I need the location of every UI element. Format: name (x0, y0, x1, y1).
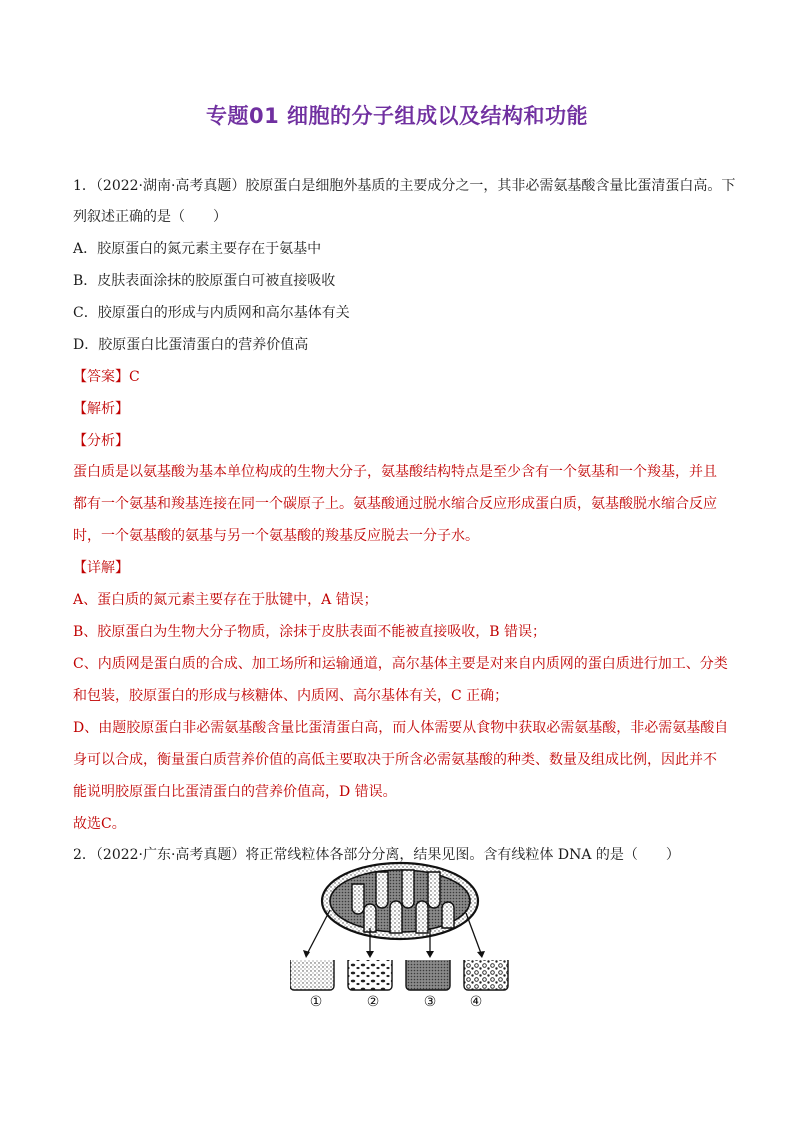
q1-detail-line6: 身可以合成，衡量蛋白质营养价值的高低主要取决于所含必需氨基酸的种类、数量及组成比例，因此并不 (73, 752, 717, 768)
mitochondrion (322, 863, 478, 939)
mitochondria-figure (290, 858, 510, 1008)
q1-answer: 【答案】C (73, 369, 140, 385)
q1-fenxi-line2: 都有一个氨基和羧基连接在同一个碳原子上。氨基酸通过脱水缩合反应形成蛋白质，氨基酸脱水缩合反应 (73, 496, 717, 512)
label-3: ③ (423, 994, 437, 1008)
beaker-4 (464, 960, 508, 990)
q1-fenxi-line1: 蛋白质是以氨基酸为基本单位构成的生物大分子，氨基酸结构特点是至少含有一个氨基和一个羧基，并且 (73, 464, 717, 480)
q1-detail-line5: D、由题胶原蛋白非必需氨基酸含量比蛋清蛋白高，而人体需要从食物中获取必需氨基酸，非必需氨基酸自 (73, 720, 729, 736)
q1-option-d: D．胶原蛋白比蛋清蛋白的营养价值高 (73, 337, 309, 353)
q2-stem: 2．（2022·广东·高考真题）将正常线粒体各部分分离，结果见图。含有线粒体 DNA 的是（ ） (73, 847, 680, 863)
beaker-3 (406, 960, 450, 990)
q1-stem-line1: 1．（2022·湖南·高考真题）胶原蛋白是细胞外基质的主要成分之一，其非必需氨基酸含量比蛋清蛋白高。下 (73, 178, 736, 194)
q1-detail-line1: A、蛋白质的氮元素主要存在于肽键中，A 错误； (73, 592, 378, 608)
q1-conclusion: 故选C。 (73, 816, 126, 832)
q1-detail-line3: C、内质网是蛋白质的合成、加工场所和运输通道，高尔基体主要是对来自内质网的蛋白质进行加工、分类 (73, 656, 728, 672)
q1-detail-line2: B、胶原蛋白为生物大分子物质，涂抹于皮肤表面不能被直接吸收，B 错误； (73, 624, 547, 640)
q1-option-c: C．胶原蛋白的形成与内质网和高尔基体有关 (73, 305, 350, 321)
label-4: ④ (469, 994, 483, 1008)
q1-detail-line4: 和包装，胶原蛋白的形成与核糖体、内质网、高尔基体有关，C 正确； (73, 688, 509, 704)
q1-fenxi-heading: 【分析】 (73, 433, 129, 449)
q1-option-b: B．皮肤表面涂抹的胶原蛋白可被直接吸收 (73, 273, 336, 289)
q1-detail-line7: 能说明胶原蛋白比蛋清蛋白的营养价值高，D 错误。 (73, 784, 397, 800)
q1-option-a: A．胶原蛋白的氮元素主要存在于氨基中 (73, 241, 322, 257)
q1-stem-line2: 列叙述正确的是（ ） (73, 209, 227, 225)
label-2: ② (366, 994, 380, 1008)
q1-fenxi-line3: 时，一个氨基酸的氨基与另一个氨基酸的羧基反应脱去一分子水。 (73, 528, 479, 544)
beaker-1 (290, 960, 334, 990)
beaker-2 (348, 960, 392, 990)
q1-analysis-heading: 【解析】 (73, 401, 129, 417)
label-1: ① (309, 994, 323, 1008)
page-title: 专题01 细胞的分子组成以及结构和功能 (205, 104, 589, 128)
q1-detail-heading: 【详解】 (73, 560, 129, 576)
